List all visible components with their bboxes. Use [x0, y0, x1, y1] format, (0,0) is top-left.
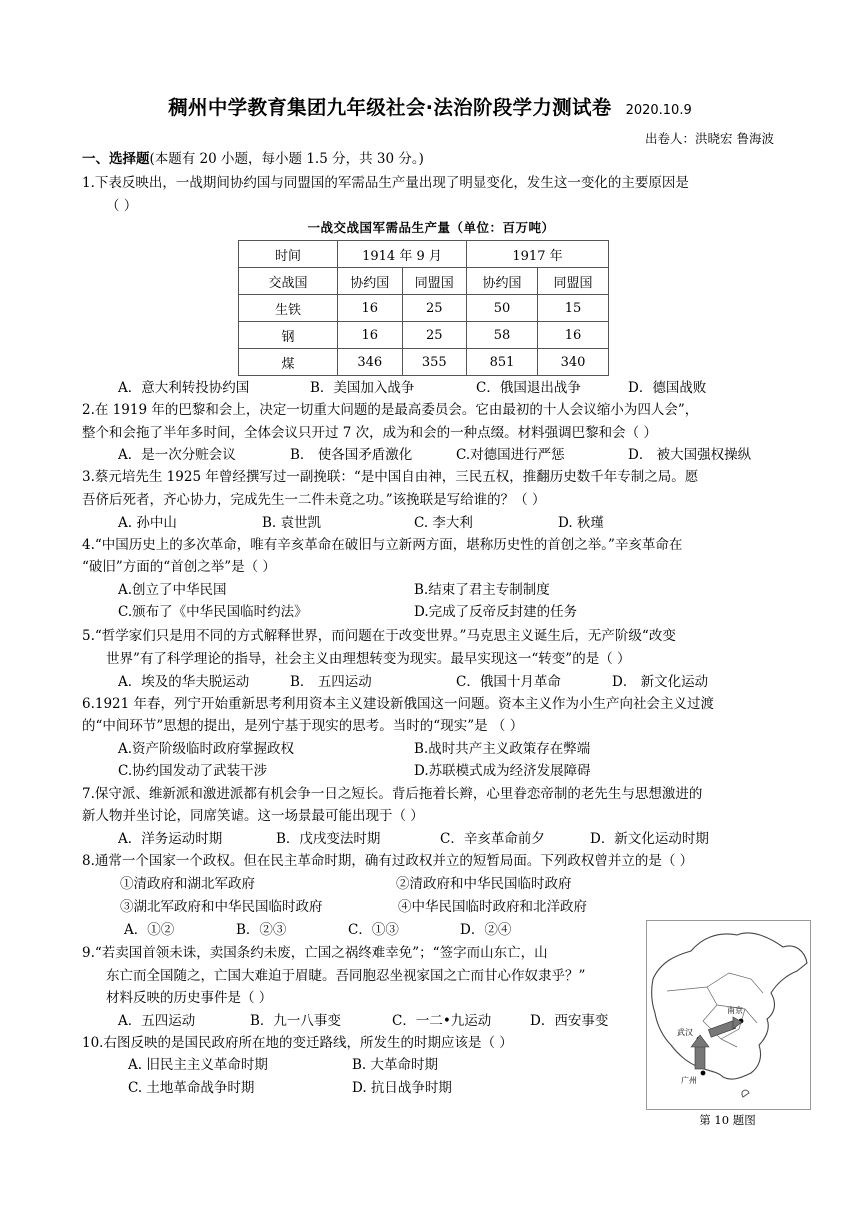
table-cell: 346	[338, 349, 403, 376]
q3-option-d[interactable]: D. 秋瑾	[558, 515, 604, 531]
q8-stem-line1: 8.通常一个国家一个政权。但在民主革命时期，确有过政权并立的短暂局面。下列政权曾并立的是（ ）	[82, 853, 694, 869]
q1-table-caption: 一战交战国军需品生产量（单位：百万吨）	[307, 220, 555, 235]
q8-option-c[interactable]: C．①③	[348, 922, 399, 938]
q7-stem-line1: 7.保守派、维新派和激进派都有机会争一日之短长。背后拖着长辫，心里眷恋帝制的老先生与思想激进的	[82, 786, 703, 802]
q1-option-b[interactable]: B．美国加入战争	[310, 380, 415, 396]
q5-option-a[interactable]: A．埃及的华夫脱运动	[118, 674, 250, 690]
q7-stem-line2: 新人物并坐讨论，同席笑谑。这一场景最可能出现于（ ）	[82, 808, 424, 824]
q2-option-b[interactable]: B． 使各国矛盾激化	[290, 447, 413, 463]
q4-stem-line2: “破旧”方面的“首创之举”是（ ）	[82, 559, 276, 575]
q4-option-c[interactable]: C.颁布了《中华民国临时约法》	[118, 604, 308, 620]
author-line: 出卷人：洪晓宏 鲁海波	[645, 131, 774, 146]
table-row	[239, 295, 609, 322]
table-cell: 协约国	[467, 268, 538, 295]
table-cell: 340	[538, 349, 609, 376]
section-note: (本题有 20 小题，每小题 1.5 分，共 30 分。)	[149, 151, 424, 167]
q1-option-c[interactable]: C．俄国退出战争	[476, 380, 581, 396]
q6-option-a[interactable]: A.资产阶级临时政府掌握政权	[118, 741, 295, 757]
q9-stem-line3: 材料反映的历史事件是（ ）	[106, 990, 273, 1006]
table-cell: 355	[402, 349, 467, 376]
china-map-icon	[647, 921, 810, 1109]
q1-stem-line2: （ ）	[106, 198, 138, 214]
table-row	[239, 322, 609, 349]
q8-item-1: ①清政府和湖北军政府	[120, 876, 255, 892]
q4-option-d[interactable]: D.完成了反帝反封建的任务	[414, 604, 578, 620]
q7-option-d[interactable]: D．新文化运动时期	[590, 831, 709, 847]
q8-item-4: ④中华民国临时政府和北洋政府	[398, 899, 587, 915]
q2-option-c[interactable]: C.对德国进行严惩	[456, 447, 565, 463]
table-cell: 协约国	[338, 268, 403, 295]
q3-option-b[interactable]: B. 袁世凯	[262, 515, 322, 531]
table-cell: 生铁	[239, 295, 338, 322]
table-cell: 25	[402, 295, 467, 322]
q1-data-table	[238, 240, 609, 376]
q1-option-a[interactable]: A．意大利转投协约国	[118, 380, 250, 396]
table-cell: 1914 年 9 月	[338, 241, 467, 268]
q5-option-d[interactable]: D． 新文化运动	[612, 674, 709, 690]
table-cell: 同盟国	[402, 268, 467, 295]
title-text: 稠州中学教育集团九年级社会·法治阶段学力测试卷	[168, 96, 612, 119]
q9-option-c[interactable]: C．一二•九运动	[392, 1013, 492, 1029]
q8-item-2: ②清政府和中华民国临时政府	[396, 876, 572, 892]
q6-option-b[interactable]: B.战时共产主义政策存在弊端	[414, 741, 591, 757]
table-row	[239, 268, 609, 295]
section-heading	[82, 149, 424, 169]
q9-option-a[interactable]: A．五四运动	[118, 1013, 196, 1029]
table-row	[239, 349, 609, 376]
exam-title	[0, 92, 860, 120]
q10-option-a[interactable]: A. 旧民主主义革命时期	[128, 1057, 268, 1073]
map-label-guangzhou: 广州	[681, 1076, 697, 1085]
q9-option-d[interactable]: D．西安事变	[530, 1013, 609, 1029]
table-cell: 同盟国	[538, 268, 609, 295]
q2-option-a[interactable]: A．是一次分赃会议	[118, 447, 236, 463]
table-row	[239, 241, 609, 268]
q3-option-a[interactable]: A. 孙中山	[118, 515, 177, 531]
q8-option-b[interactable]: B．②③	[236, 922, 287, 938]
q10-option-c[interactable]: C. 土地革命战争时期	[128, 1080, 255, 1096]
q8-option-d[interactable]: D．②④	[460, 922, 512, 938]
q10-option-b[interactable]: B. 大革命时期	[352, 1057, 439, 1073]
q5-stem-line1: 5.“哲学家们只是用不同的方式解释世界，而问题在于改变世界。”马克思主义诞生后，无产阶级“改变	[82, 628, 676, 644]
q6-option-c[interactable]: C.协约国发动了武装干涉	[118, 763, 268, 779]
table-cell: 851	[467, 349, 538, 376]
q4-option-b[interactable]: B.结束了君主专制制度	[414, 582, 550, 598]
q8-option-a[interactable]: A．①②	[124, 922, 175, 938]
table-cell: 16	[538, 322, 609, 349]
q8-item-3: ③湖北军政府和中华民国临时政府	[120, 899, 323, 915]
q3-stem-line1: 3.蔡元培先生 1925 年曾经撰写过一副挽联：“是中国自由神，三民五权，推翻历史数千年专制之局。愿	[82, 469, 699, 485]
q1-option-d[interactable]: D．德国战败	[628, 380, 707, 396]
map-label-wuhan: 武汉	[677, 1028, 693, 1037]
q1-stem-line1: 1.下表反映出，一战期间协约国与同盟国的军需品生产量出现了明显变化，发生这一变化的主要原因是	[82, 175, 689, 191]
table-cell: 1917 年	[467, 241, 609, 268]
q10-map-figure	[646, 920, 811, 1110]
table-cell: 50	[467, 295, 538, 322]
q6-stem-line2: 的“中间环节”思想的提出，是列宁基于现实的思考。当时的“现实”是 （ ）	[82, 718, 524, 734]
q3-stem-line2: 吾侪后死者，齐心协力，完成先生一二件未竟之功。”该挽联是写给谁的？（ ）	[82, 492, 546, 508]
q5-option-b[interactable]: B． 五四运动	[290, 674, 372, 690]
table-cell: 58	[467, 322, 538, 349]
q9-option-b[interactable]: B．九一八事变	[250, 1013, 341, 1029]
table-cell: 16	[338, 322, 403, 349]
q9-stem-line2: 东亡而全国随之，亡国大难迫于眉睫。吾同胞忍坐视家国之亡而甘心作奴隶乎？”	[106, 968, 586, 984]
table-cell: 煤	[239, 349, 338, 376]
map-label-nanjing: 南京	[727, 1006, 743, 1015]
table-cell: 16	[338, 295, 403, 322]
q3-option-c[interactable]: C. 李大利	[414, 515, 473, 531]
table-cell: 时间	[239, 241, 338, 268]
table-cell: 25	[402, 322, 467, 349]
q10-map-caption: 第 10 题图	[699, 1113, 756, 1127]
table-cell: 钢	[239, 322, 338, 349]
exam-date: 2020.10.9	[625, 103, 692, 118]
q10-stem-line1: 10.右图反映的是国民政府所在地的变迁路线，所发生的时期应该是（ ）	[82, 1035, 513, 1051]
q5-stem-line2: 世界”有了科学理论的指导，社会主义由理想转变为现实。最早实现这一“转变”的是（ ）	[106, 651, 631, 667]
q4-option-a[interactable]: A.创立了中华民国	[118, 582, 227, 598]
table-cell: 15	[538, 295, 609, 322]
q6-option-d[interactable]: D.苏联模式成为经济发展障碍	[414, 763, 591, 779]
q2-stem-line1: 2.在 1919 年的巴黎和会上，决定一切重大问题的是最高委员会。它由最初的十人会议缩小为四人会”，	[82, 402, 699, 418]
q7-option-a[interactable]: A．洋务运动时期	[118, 831, 223, 847]
q10-option-d[interactable]: D. 抗日战争时期	[352, 1080, 452, 1096]
table-cell: 交战国	[239, 268, 338, 295]
section-title: 一、选择题	[82, 151, 150, 167]
q6-stem-line1: 6.1921 年春，列宁开始重新思考利用资本主义建设新俄国这一问题。资本主义作为小生产向社会主义过渡	[82, 696, 715, 712]
q7-option-c[interactable]: C．辛亥革命前夕	[440, 831, 545, 847]
q4-stem-line1: 4.“中国历史上的多次革命，唯有辛亥革命在破旧与立新两方面，堪称历史性的首创之举。”辛亥革命在	[82, 537, 683, 553]
q2-stem-line2: 整个和会拖了半年多时间，全体会议只开过 7 次，成为和会的一种点缀。材料强调巴黎和会（ ）	[82, 425, 657, 441]
q9-stem-line1: 9.“若卖国首领未诛，卖国条约未废，亡国之祸终难幸免”；“签字而山东亡，山	[82, 945, 548, 961]
q2-option-d[interactable]: D． 被大国强权操纵	[628, 447, 752, 463]
q5-option-c[interactable]: C．俄国十月革命	[456, 674, 561, 690]
q7-option-b[interactable]: B．戊戌变法时期	[276, 831, 381, 847]
